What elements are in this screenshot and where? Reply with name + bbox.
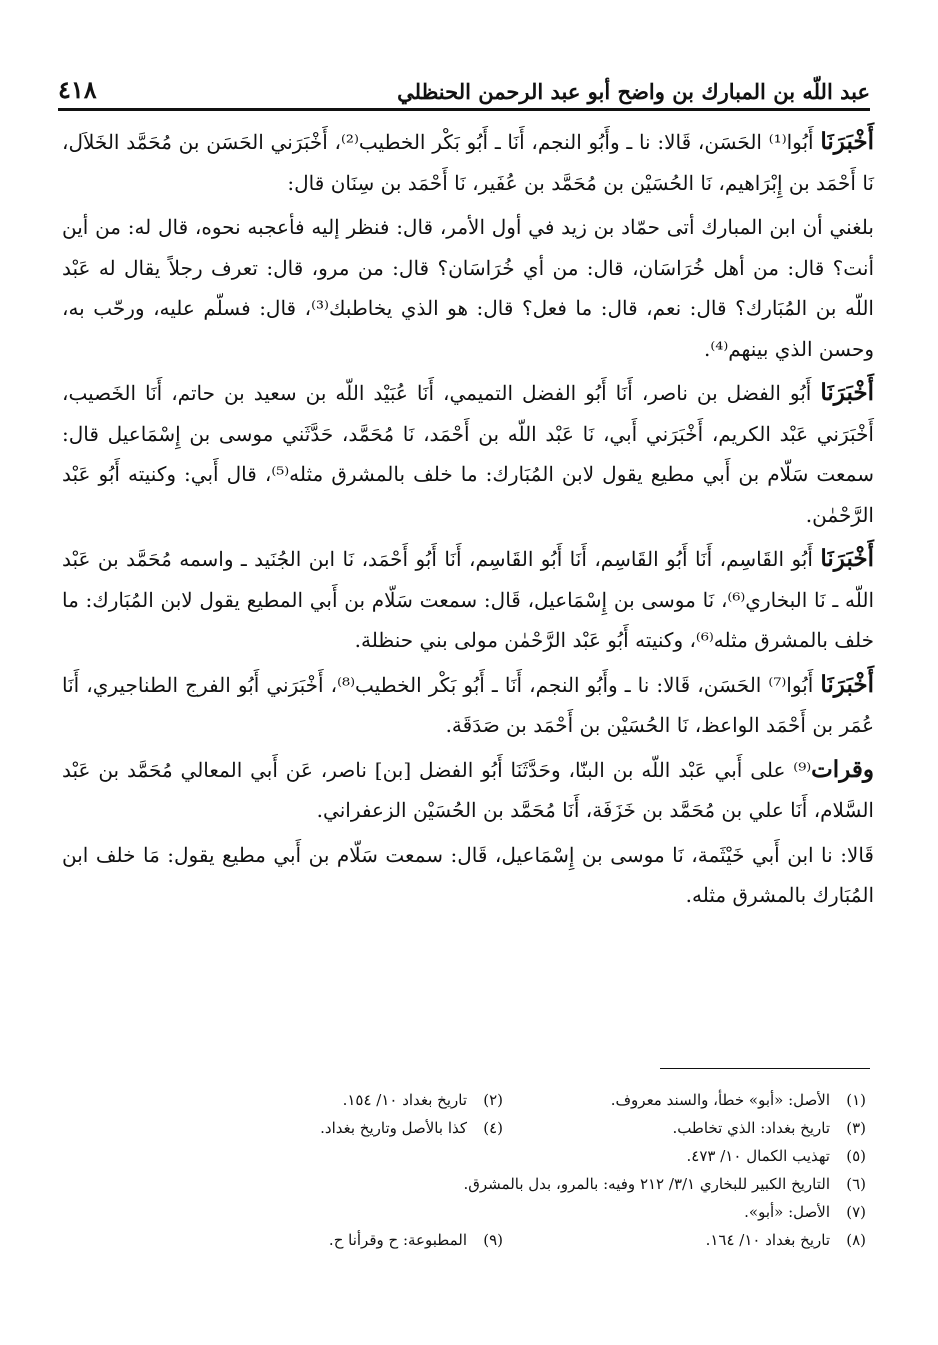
paragraph-text: أَبُوا⁽⁷⁾ الحَسَن، قَالا: نا ـ وأَبُو النجم، أَنَا ـ أَبُو بَكْر الخطيب⁽⁸⁾، أَخْبَرَني أَبُو الفرج الطناجيري، أَنَا عُمَر بن أَحْمَد الواعظ، نَا الحُسَيْن بن أَحْمَد بن صَدَقَة. bbox=[62, 672, 874, 737]
footnote bbox=[180, 1088, 503, 1112]
footnote bbox=[180, 1172, 866, 1196]
footnote-text: المطبوعة: ح وقرأنا ح. bbox=[328, 1231, 467, 1249]
page-header bbox=[58, 60, 870, 111]
paragraph bbox=[62, 835, 874, 916]
footnote bbox=[180, 1200, 866, 1224]
footnote-number: (٣) bbox=[846, 1119, 866, 1137]
paragraph bbox=[62, 373, 874, 535]
footnotes bbox=[180, 1088, 866, 1252]
paragraph-text: أَبُو القَاسِم، أَنَا أَبُو القَاسِم، أَنَا أَبُو القَاسِم، أَنَا أَبُو أَحْمَد، نَا ابن الجُنَيد ـ واسمه مُحَمَّد بن عَبْد اللّه ـ نَا البخاري⁽⁶⁾، نَا موسى بن إِسْمَاعيل، قَال: سمعت سَلّام بن أَبي المطيع يقول لابن المُبَارك: ما خلف بالمشرق مثله⁽⁶⁾، وكنيته أَبُو عَبْد الرَّحْمٰن مولى بني حنظلة. bbox=[62, 547, 874, 652]
paragraph-lead: وقرات bbox=[811, 755, 874, 783]
paragraph-text: ⁽⁹⁾ على أَبي عَبْد اللّه بن البنّا، وحَدَّثَنَا أَبُو الفضل [بن] ناصر، عَن أَبي المعالي مُحَمَّد بن عَبْد السَّلام، أَنَا علي بن مُحَمَّد بن خَزَفَة، أَنَا مُحَمَّد بن الحُسَيْن الزعفراني. bbox=[62, 757, 874, 822]
footnote-number: (٢) bbox=[483, 1091, 503, 1109]
running-title: عبد اللّه بن المبارك بن واضح أبو عبد الرحمن الحنظلي bbox=[397, 79, 870, 104]
footnote-text: تاريخ بغداد ١٠/ ١٥٤. bbox=[342, 1091, 467, 1109]
paragraph-text: بلغني أن ابن المبارك أتى حمّاد بن زيد في أول الأمر، قال: فنظر إليه فأعجبه نحوه، قال له: من أين أنت؟ قال: من أهل خُرَاسَان، قال: من أي خُرَاسَان؟ قال: من مرو، قال: تعرف رجلاً يقال له عَبْد اللّه بن المُبَارك؟ قال: نعم، قال: ما فعل؟ قال: هو الذي يخاطبك⁽³⁾، قال: فسلّم عليه، ورحّب به، وحسن الذي بينهم⁽⁴⁾. bbox=[62, 215, 874, 361]
paragraph-text: أَبُوا⁽¹⁾ الحَسَن، قَالا: نا ـ وأَبُو النجم، أَنَا ـ أَبُو بَكْر الخطيب⁽²⁾، أَخْبَرَني الحَسَن بن مُحَمَّد الخَلاَل، نَا أَحْمَد بن إِبْرَاهيم، نَا الحُسَيْن بن مُحَمَّد بن عُفَير، نَا أَحْمَد بن سِنَان قال: bbox=[62, 130, 874, 195]
footnote-number: (٤) bbox=[483, 1119, 503, 1137]
footnote bbox=[180, 1116, 503, 1140]
paragraph-lead: أَخْبَرَنَا bbox=[820, 379, 874, 406]
paragraph-lead: أَخْبَرَنَا bbox=[820, 128, 875, 155]
footnote bbox=[543, 1228, 866, 1252]
footnote bbox=[543, 1116, 866, 1140]
footnote-separator bbox=[660, 1068, 870, 1069]
footnote-text: تهذيب الكمال ١٠/ ٤٧٣. bbox=[686, 1147, 830, 1165]
footnote-text: الأصل: «أبو» خطأ، والسند معروف. bbox=[610, 1091, 830, 1109]
paragraph bbox=[62, 539, 874, 661]
paragraph bbox=[62, 665, 874, 746]
footnote-number: (٨) bbox=[846, 1231, 866, 1249]
paragraph-text: قَالا: نا ابن أَبي خَيْثَمة، نَا موسى بن إِسْمَاعيل، قَال: سمعت سَلّام بن أَبي مطيع يقول: مَا خلف ابن المُبَارك بالمشرق مثله. bbox=[62, 842, 874, 907]
footnote-text: التاريخ الكبير للبخاري ٣/١/ ٢١٢ وفيه: بالمرو، بدل بالمشرق. bbox=[463, 1175, 830, 1193]
paragraph bbox=[62, 122, 874, 203]
footnote-number: (٧) bbox=[846, 1203, 866, 1221]
footnote-text: تاريخ بغداد: الذي تخاطب. bbox=[672, 1119, 830, 1137]
footnote bbox=[180, 1228, 503, 1252]
footnote-number: (٥) bbox=[846, 1147, 866, 1165]
paragraph bbox=[62, 750, 874, 831]
paragraph-lead: أَخْبَرَنَا bbox=[820, 670, 875, 698]
footnote bbox=[543, 1088, 866, 1112]
footnote-text: تاريخ بغداد ١٠/ ١٦٤. bbox=[705, 1231, 830, 1249]
footnote-text: كذا بالأصل وتاريخ بغداد. bbox=[320, 1119, 467, 1137]
footnote-number: (١) bbox=[846, 1091, 866, 1109]
paragraph-text: أَبُو الفضل بن ناصر، أَنَا أَبُو الفضل التميمي، أَنَا عُبَيْد اللّه بن سعيد بن حاتم، أَنَا الخَصيب، أَخْبَرَني عَبْد الكريم، أَخْبَرَني أَبي، نَا عَبْد اللّه بن أَحْمَد، نَا مُحَمَّد، حَدَّثَني موسى بن إِسْمَاعيل قال: سمعت سَلّام بن أَبي مطيع يقول لابن المُبَارك: ما خلف بالمشرق مثله⁽⁵⁾، قال أَبي: وكنيته أَبُو عَبْد الرَّحْمٰن. bbox=[62, 381, 874, 527]
footnote bbox=[180, 1144, 866, 1168]
page-number: ٤١٨ bbox=[58, 75, 97, 104]
paragraph bbox=[62, 207, 874, 369]
footnote-text: الأصل: «أبو». bbox=[744, 1203, 830, 1221]
footnote-number: (٦) bbox=[846, 1175, 866, 1193]
paragraph-lead: أَخْبَرَنَا bbox=[820, 545, 874, 572]
footnote-number: (٩) bbox=[483, 1231, 503, 1249]
main-text bbox=[62, 122, 874, 920]
